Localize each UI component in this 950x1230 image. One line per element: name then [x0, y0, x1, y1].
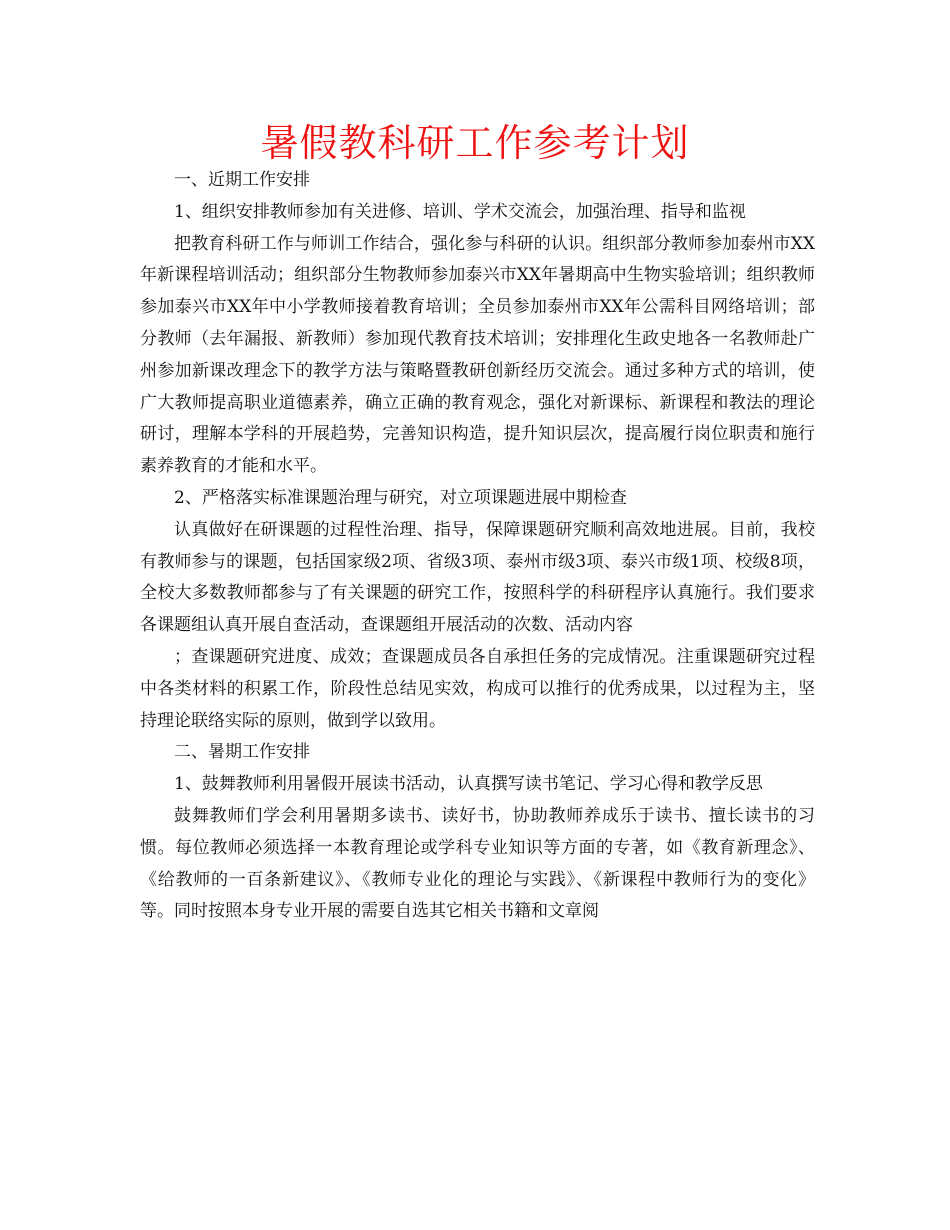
paragraph-1-2: 认真做好在研课题的过程性治理、指导，保障课题研究顺利高效地进展。目前，我校有教师参与的课题，包括国家级2项、省级3项、泰州市级3项、泰兴市级1项、校级8项，全校大多数教师都参与了有关课题的研究工作，按照科学的科研程序认真施行。我们要求各课题组认真开展自查活动，查课题组开展活动的次数、活动内容: [140, 519, 815, 636]
paragraph-2-1: 鼓舞教师们学会利用暑期多读书、读好书，协助教师养成乐于读书、擅长读书的习惯。每位教师必须选择一本教育理论或学科专业知识等方面的专著，如《教育新理念》、《给教师的一百条新建议》、《教师专业化的理论与实践》、《新课程中教师行为的变化》等。同时按照本身专业开展的需要自选其它相关书籍和文章阅: [140, 805, 815, 922]
item-heading-1-2: 2、严格落实标准课题治理与研究，对立项课题进展中期检查: [174, 487, 627, 508]
section-heading-1: 一、近期工作安排: [174, 170, 310, 190]
paragraph-1-1: 把教育科研工作与师训工作结合，强化参与科研的认识。组织部分教师参加泰州市XX年新课程培训活动；组织部分生物教师参加泰兴市XX年暑期高中生物实验培训；组织教师参加泰兴市XX年中小学教师接着教育培训；全员参加泰州市XX年公需科目网络培训；部分教师（去年漏报、新教师）参加现代教育技术培训；安排理化生政史地各一名教师赴广州参加新课改理念下的教学方法与策略暨教研创新经历交流会。通过多种方式的培训，使广大教师提高职业道德素养，确立正确的教育观念，强化对新课标、新课程和教法的理论研讨，理解本学科的开展趋势，完善知识构造，提升知识层次，提高履行岗位职责和施行素养教育的才能和水平。: [140, 233, 815, 477]
document-title: 暑假教科研工作参考计划: [260, 121, 690, 165]
item-heading-2-1: 1、鼓舞教师利用暑假开展读书活动，认真撰写读书笔记、学习心得和教学反思: [174, 774, 763, 795]
item-heading-1-1: 1、组织安排教师参加有关进修、培训、学术交流会，加强治理、指导和监视: [174, 201, 746, 222]
section-heading-2: 二、暑期工作安排: [174, 742, 310, 763]
paragraph-1-2-cont: ；查课题研究进度、成效；查课题成员各自承担任务的完成情况。注重课题研究过程中各类材料的积累工作，阶段性总结见实效，构成可以推行的优秀成果，以过程为主，坚持理论联络实际的原则，做到学以致用。: [140, 646, 815, 731]
document-body: [140, 165, 815, 928]
